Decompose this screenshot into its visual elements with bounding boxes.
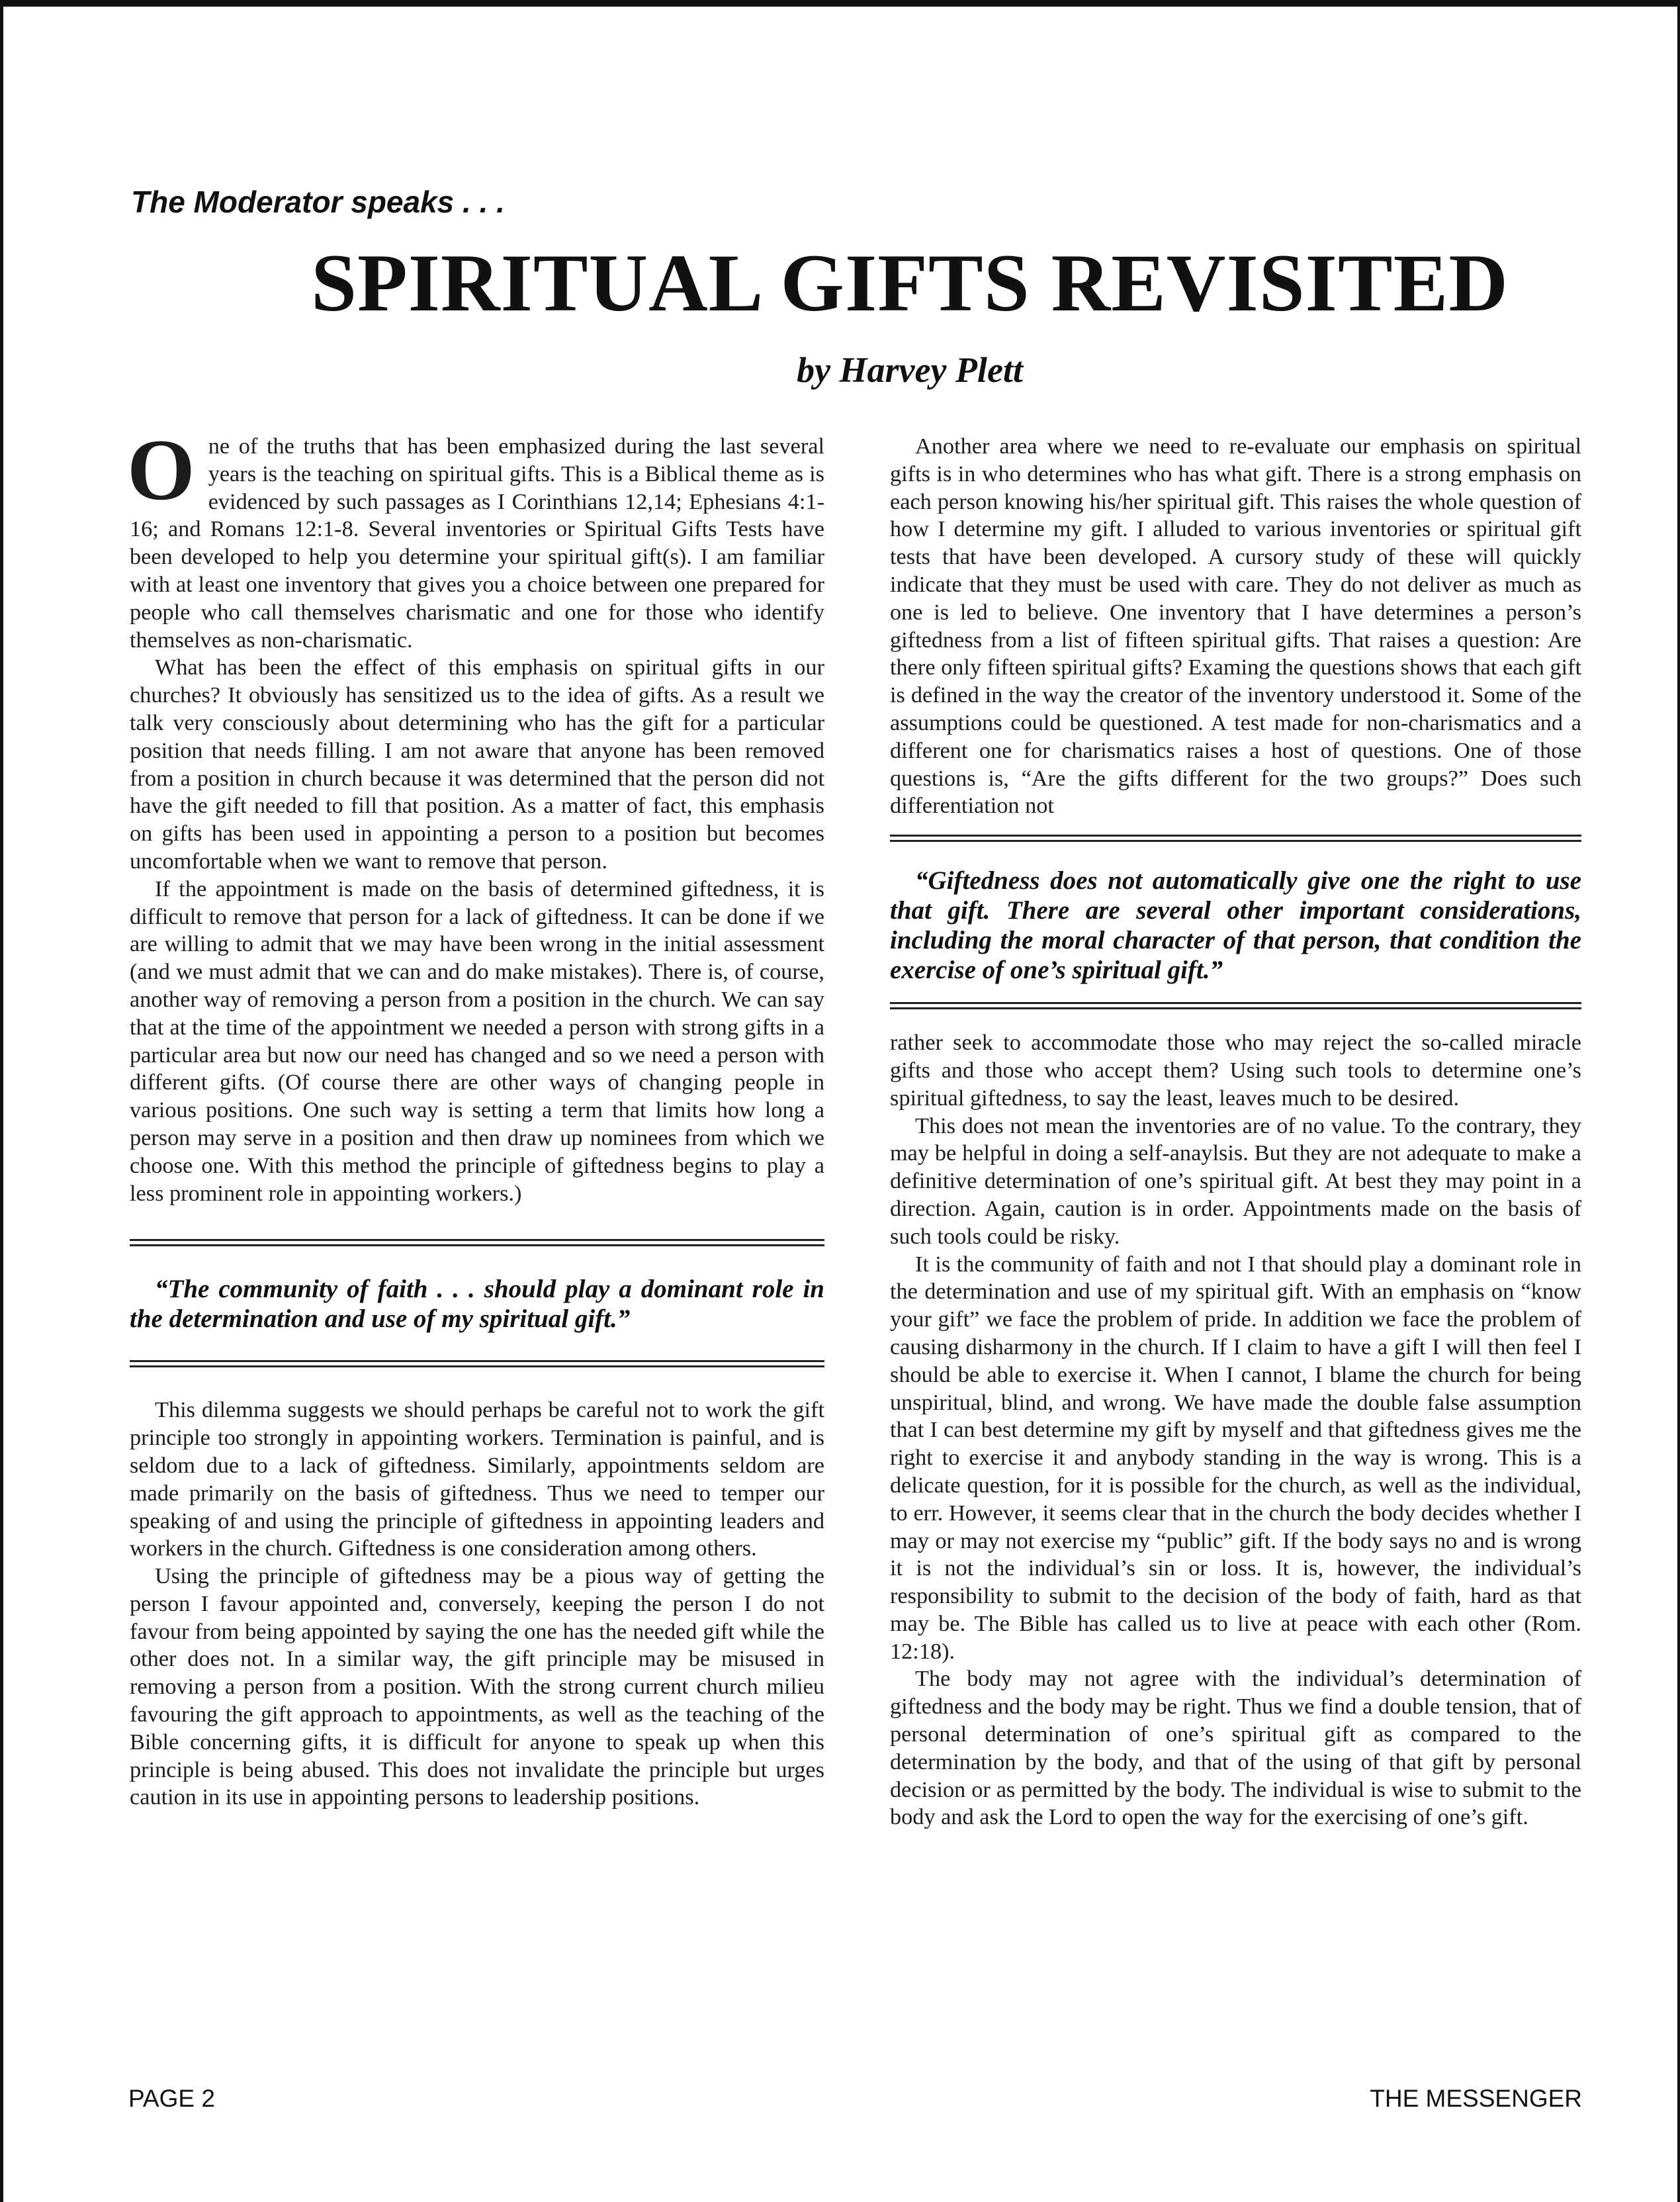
scan-border-left xyxy=(0,0,3,2202)
divider xyxy=(130,1239,824,1241)
divider xyxy=(890,1002,1581,1004)
right-column xyxy=(890,433,1581,1831)
paragraph-text: ne of the truths that has been emphasized during the last several years is the teaching on spiritual gifts. This is a Biblical theme as is evidenced by such passages as I Corinthians 12,14; Ephesians 4:1-16; and Romans 12:1-8. Several inventories or Spiritual Gifts Tests have been developed to help you determine your spiritual gift(s). I am familiar with at least one inventory that gives you a choice between one prepared for people who call themselves charismatic and one for those who identify themselves as non-charismatic. xyxy=(130,434,824,653)
paragraph: Another area where we need to re-evaluate our emphasis on spiritual gifts is in who determines who has what gift. There is a strong emphasis on each person knowing his/her spiritual gift. This raises the whole question of how I determine my gift. I alluded to various inventories or spiritual gift tests that have been developed. A cursory study of these will quickly indicate that they must be used with care. They do not deliver as much as one is led to believe. One inventory that I have determines a person’s giftedness from a list of fifteen spiritual gifts. That raises a question: Are there only fifteen spiritual gifts? Examing the questions shows that each gift is defined in the way the creator of the inventory understood it. Some of the assumptions could be questioned. A test made for non-charismatics and a different one for charismatics raises a host of questions. One of those questions is, “Are the gifts different for the two groups?” Does such differentiation not xyxy=(890,434,1581,819)
scan-border-top xyxy=(0,0,1680,7)
paragraph: What has been the effect of this emphasis on spiritual gifts in our churches? It obviously has sensitized us to the idea of gifts. As a result we talk very consciously about determining who has the gift for a particular position that needs filling. I am not aware that anyone has been removed from a position in church because it was determined that the person did not have the gift needed to fill that position. As a matter of fact, this emphasis on gifts has been used in appointing a person to a position but becomes uncomfortable when we want to remove that person. xyxy=(130,655,824,874)
paragraph: This dilemma suggests we should perhaps be careful not to work the gift principle too strongly in appointing workers. Termination is painful, and is seldom due to a lack of giftedness. Similarly, appointments seldom are made primarily on the basis of giftedness. Thus we need to temper our speaking of and using the principle of giftedness in appointing leaders and workers in the church. Giftedness is one consideration among others. xyxy=(130,1397,824,1561)
paragraph: Using the principle of giftedness may be a pious way of getting the person I favour appointed and, conversely, keeping the person I do not favour from being appointed by saying the one has the needed gift while the other does not. In a similar way, the gift principle may be misused in removing a person from a position. With the strong current church milieu favouring the gift approach to appointments, as well as the teaching of the Bible concerning gifts, it is difficult for anyone to speak up when this principle is being abused. This does not invalidate the principle but urges caution in its use in appointing persons to leadership positions. xyxy=(130,1563,824,1810)
paragraph: rather seek to accommodate those who may reject the so-called miracle gifts and those who accept them? Using such tools to determine one’s spiritual giftedness, to say the least, leaves much to be desired. xyxy=(890,1030,1581,1111)
paragraph xyxy=(127,421,824,654)
scan-border-right xyxy=(1677,0,1680,2202)
drop-cap: O xyxy=(127,421,195,518)
page-number: PAGE 2 xyxy=(128,2085,215,2112)
publication-name: THE MESSENGER xyxy=(1370,2085,1582,2112)
paragraph: This does not mean the inventories are of no value. To the contrary, they may be helpful in doing a self-anaylsis. But they are not adequate to make a definitive determination of one’s spiritual gift. At best they may point in a direction. Again, caution is in order. Appointments made on the basis of such tools could be risky. xyxy=(890,1113,1581,1249)
pull-quote xyxy=(130,1239,824,1367)
divider xyxy=(130,1360,824,1362)
pull-quote-text: “The community of faith . . . should play a dominant role in the determination and use of my spiritual gift.” xyxy=(130,1275,824,1334)
divider xyxy=(130,1365,824,1367)
column-kicker: The Moderator speaks . . . xyxy=(131,185,505,219)
article-title: SPIRITUAL GIFTS REVISITED xyxy=(311,238,1509,328)
pull-quote-text: “Giftedness does not automatically give one the right to use that gift. There are several other important considerations, including the moral character of that person, that condition the exercise of one’s spiritual gift.” xyxy=(890,866,1581,985)
divider xyxy=(890,835,1581,837)
pull-quote xyxy=(890,835,1581,1009)
left-column xyxy=(127,421,824,1812)
paragraph: If the appointment is made on the basis of determined giftedness, it is difficult to remove that person for a lack of giftedness. It can be done if we are willing to admit that we may have been wrong in the initial assessment (and we must admit that we can and do make mistakes). There is, of course, another way of removing a person from a position in the church. We can say that at the time of the appointment we needed a person with strong gifts in a particular area but now our need has changed and so we need a person with different gifts. (Of course there are other ways of changing people in various positions. One such way is setting a term that limits how long a person may serve in a position and then draw up nominees from which we choose one. With this method the principle of giftedness begins to play a less prominent role in appointing workers.) xyxy=(130,876,824,1206)
article-byline: by Harvey Plett xyxy=(797,350,1023,390)
paragraph: It is the community of faith and not I that should play a dominant role in the determination and use of my spiritual gift. With an emphasis on “know your gift” we face the problem of pride. In addition we face the problem of causing disharmony in the church. If I claim to have a gift I will then feel I should be able to exercise it. When I cannot, I blame the church for being unspiritual, blind, and wrong. We have made the double false assumption that I can best determine my gift by myself and that giftedness gives me the right to exercise it and anybody standing in the way is wrong. This is a delicate question, for it is possible for the church, as well as the individual, to err. However, it seems clear that in the church the body decides whether I may or may not exercise my “public” gift. If the body says no and is wrong it is not the individual’s sin or loss. It is, however, the individual’s responsibility to submit to the decision of the body of faith, hard as that may be. The Bible has called us to live at peace with each other (Rom. 12:18). xyxy=(890,1251,1581,1664)
paragraph: The body may not agree with the individual’s determination of giftedness and the body may be right. Thus we find a double tension, that of personal determination of one’s spiritual gift as compared to the determination by the body, and that of the using of that gift by personal decision or as permitted by the body. The individual is wise to submit to the body and ask the Lord to open the way for the exercising of one’s gift. xyxy=(890,1666,1581,1830)
divider xyxy=(890,1007,1581,1009)
